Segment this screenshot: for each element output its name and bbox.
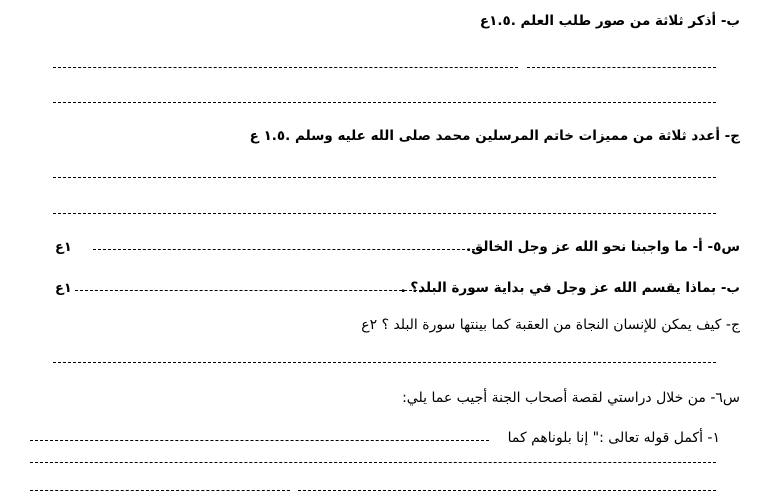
answer-line[interactable] bbox=[298, 490, 716, 491]
question-5c: ج- كيف يمكن للإنسان النجاة من العقبة كما بينتها سورة البلد ؟ ٢ع bbox=[361, 317, 740, 333]
question-c: ج- أعدد ثلاثة من مميزات خاتم المرسلين محمد صلى الله عليه وسلم .١.٥ ع bbox=[249, 128, 740, 144]
question-5a: س٥- أ- ما واجبنا نحو الله عز وجل الخالق. bbox=[466, 239, 740, 255]
answer-line[interactable] bbox=[93, 249, 485, 250]
question-6-intro: س٦- من خلال دراستي لقصة أصحاب الجنة أجيب عما يلي: bbox=[402, 390, 740, 406]
answer-line[interactable] bbox=[30, 462, 716, 463]
question-5b-marks: ١ع bbox=[55, 281, 72, 296]
answer-line[interactable] bbox=[527, 67, 716, 68]
answer-line[interactable] bbox=[53, 362, 716, 363]
answer-line[interactable] bbox=[53, 213, 716, 214]
answer-line[interactable] bbox=[30, 440, 489, 441]
answer-line[interactable] bbox=[30, 490, 290, 491]
answer-line[interactable] bbox=[53, 102, 716, 103]
answer-line[interactable] bbox=[53, 67, 518, 68]
question-5b: ب- بماذا يقسم الله عز وجل في بداية سورة البلد؟ . bbox=[400, 280, 740, 296]
answer-line[interactable] bbox=[53, 177, 716, 178]
question-6-1: ١- أكمل قوله تعالى :" إنا بلوناهم كما bbox=[507, 430, 720, 446]
question-b: ب- أذكر ثلاثة من صور طلب العلم .١.٥ع bbox=[479, 13, 740, 29]
question-5a-marks: ١ع bbox=[55, 240, 72, 255]
answer-line[interactable] bbox=[75, 290, 437, 291]
